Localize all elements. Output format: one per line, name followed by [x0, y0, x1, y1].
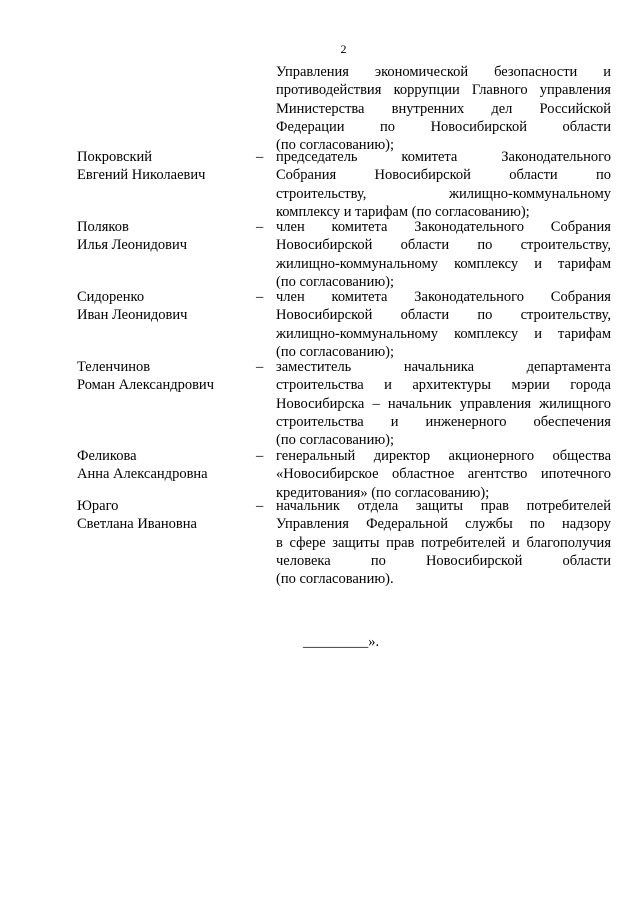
word: комплексу: [454, 325, 519, 342]
word: по: [595, 167, 611, 184]
word: области: [509, 167, 558, 184]
word: безопасности: [494, 64, 578, 80]
word: по: [477, 237, 493, 254]
word: комитета: [331, 219, 388, 235]
word: в: [276, 534, 283, 551]
word: и: [390, 413, 399, 430]
word: тарифам: [558, 255, 611, 272]
word: заместитель: [276, 359, 352, 375]
member-given-names: Евгений Николаевич: [77, 167, 206, 184]
word: Законодательного: [414, 219, 525, 235]
word: Министерства: [276, 100, 365, 117]
text-line: [276, 325, 611, 343]
word: Собрания: [276, 167, 337, 184]
word: архитектуры: [412, 377, 492, 394]
word: потребителей: [421, 534, 506, 551]
word: директор: [373, 448, 431, 464]
word: по: [380, 118, 396, 135]
word: Собрания: [550, 289, 611, 305]
word: ипотечного: [540, 466, 611, 483]
member-position: [276, 288, 611, 361]
member-position: [276, 447, 611, 502]
word: Законодательного: [414, 289, 525, 305]
dash-separator: –: [256, 448, 264, 464]
member-surname: Феликова: [77, 448, 137, 464]
word: сфере: [289, 534, 326, 551]
word: областное: [391, 466, 455, 483]
text-line: [276, 100, 611, 118]
word: Новосибирской: [425, 552, 523, 569]
text-line: [276, 413, 611, 431]
word: защиты: [415, 498, 464, 514]
text-line: [276, 447, 611, 465]
dash-separator: –: [256, 359, 264, 375]
word: Новосибирской: [276, 307, 373, 324]
word: комплексу: [454, 255, 519, 272]
word: –: [372, 395, 380, 412]
member-given-names: Илья Леонидович: [77, 237, 188, 254]
word: благополучия: [526, 534, 611, 551]
word: по: [529, 516, 545, 533]
text-line: [276, 534, 611, 552]
member-surname: Поляков: [77, 219, 129, 235]
text-line: [276, 515, 611, 533]
word: и: [512, 534, 520, 551]
text-line: [276, 306, 611, 324]
word: и: [384, 377, 392, 394]
word: управления: [459, 395, 532, 412]
word: акционерного: [448, 448, 535, 464]
word: комитета: [331, 289, 388, 305]
word: департамента: [526, 359, 611, 375]
text-line: (по согласованию);: [276, 343, 395, 360]
word: строительству,: [520, 307, 611, 324]
word: жилищно-коммунальному: [276, 325, 438, 342]
word: защиты: [332, 534, 380, 551]
word: председатель: [276, 149, 358, 165]
word: экономической: [374, 64, 469, 80]
intro-text-continuation: [276, 63, 611, 154]
word: области: [562, 552, 611, 569]
word: коррупции: [393, 82, 460, 99]
word: Управления: [276, 64, 349, 80]
word: Законодательного: [501, 149, 611, 165]
text-line: [276, 81, 611, 99]
word: строительства: [276, 413, 364, 430]
text-line: [276, 376, 611, 394]
text-line: [276, 358, 611, 376]
word: города: [570, 377, 611, 394]
member-position: [276, 218, 611, 291]
word: Российской: [539, 100, 611, 117]
word: по: [477, 307, 493, 324]
word: инженерного: [425, 413, 507, 430]
word: обеспечения: [533, 413, 611, 430]
text-line: [276, 288, 611, 306]
word: службы: [465, 516, 513, 533]
text-line: [276, 255, 611, 273]
word: жилищного: [539, 395, 611, 412]
word: начальник: [276, 498, 340, 514]
text-line: [276, 63, 611, 81]
member-position: [276, 497, 611, 588]
text-line: [276, 148, 611, 166]
word: дел: [491, 100, 513, 117]
page-number: 2: [340, 42, 347, 56]
word: агентство: [467, 466, 528, 483]
word: управления: [539, 82, 611, 99]
dash-separator: –: [256, 219, 264, 235]
text-line: [276, 395, 611, 413]
word: Новосибирской: [276, 237, 373, 254]
word: Собрания: [550, 219, 611, 235]
member-name: [77, 148, 247, 185]
word: надзору: [562, 516, 611, 533]
word: внутренних: [391, 100, 465, 117]
word: начальник: [387, 395, 452, 412]
member-surname: Сидоренко: [77, 289, 145, 305]
word: области: [400, 307, 450, 324]
closing-line: _________».: [303, 634, 380, 650]
word: строительству,: [276, 185, 367, 202]
text-line: [276, 166, 611, 184]
dash-separator: –: [256, 289, 264, 305]
word: области: [562, 118, 611, 135]
word: по: [370, 552, 386, 569]
member-name: [77, 218, 247, 255]
word: Новосибирска: [276, 395, 365, 412]
word: прав: [386, 534, 415, 551]
word: и: [534, 255, 542, 272]
word: и: [534, 325, 542, 342]
word: член: [276, 289, 305, 305]
member-surname: Покровский: [77, 149, 153, 165]
word: отдела: [357, 498, 399, 514]
member-name: [77, 497, 247, 534]
word: Управления: [276, 516, 349, 533]
text-line: (по согласованию);: [276, 137, 395, 154]
word: общества: [552, 448, 611, 464]
member-surname: Юраго: [77, 498, 119, 514]
word: тарифам: [558, 325, 611, 342]
word: генеральный: [276, 448, 356, 464]
word: строительству,: [520, 237, 611, 254]
word: жилищно-коммунальному: [276, 255, 438, 272]
dash-separator: –: [256, 498, 264, 514]
text-line: (по согласованию);: [276, 273, 395, 290]
word: и: [603, 64, 611, 80]
member-position: [276, 358, 611, 449]
word: Новосибирской: [430, 118, 527, 135]
word: потребителей: [526, 498, 611, 514]
word: член: [276, 219, 305, 235]
member-given-names: Роман Александрович: [77, 377, 214, 394]
member-given-names: Иван Леонидович: [77, 307, 188, 324]
member-name: [77, 358, 247, 395]
word: начальника: [403, 359, 475, 375]
member-name: [77, 288, 247, 325]
text-line: [276, 465, 611, 483]
text-line: (по согласованию);: [276, 432, 395, 449]
word: мэрии: [511, 377, 550, 394]
word: области: [400, 237, 450, 254]
text-line: кредитования» (по согласованию);: [276, 484, 490, 501]
text-line: (по согласованию).: [276, 571, 394, 588]
word: комитета: [401, 149, 458, 165]
word: противодействия: [276, 82, 382, 99]
text-line: [276, 185, 611, 203]
member-given-names: Анна Александровна: [77, 466, 208, 483]
member-position: [276, 148, 611, 221]
member-given-names: Светлана Ивановна: [77, 516, 197, 533]
text-line: комплексу и тарифам (по согласованию);: [276, 203, 530, 220]
word: прав: [480, 498, 509, 514]
word: «Новосибирское: [276, 466, 379, 483]
member-surname: Теленчинов: [77, 359, 151, 375]
word: Федеральной: [366, 516, 449, 533]
word: строительства: [276, 377, 364, 394]
word: Федерации: [276, 118, 345, 135]
word: человека: [276, 552, 331, 569]
member-name: [77, 447, 247, 484]
text-line: [276, 236, 611, 254]
text-line: [276, 218, 611, 236]
word: жилищно-коммунальному: [449, 185, 611, 202]
dash-separator: –: [256, 149, 264, 165]
word: Главного: [471, 82, 528, 99]
text-line: [276, 552, 611, 570]
text-line: [276, 497, 611, 515]
word: Новосибирской: [374, 167, 471, 184]
text-line: [276, 118, 611, 136]
